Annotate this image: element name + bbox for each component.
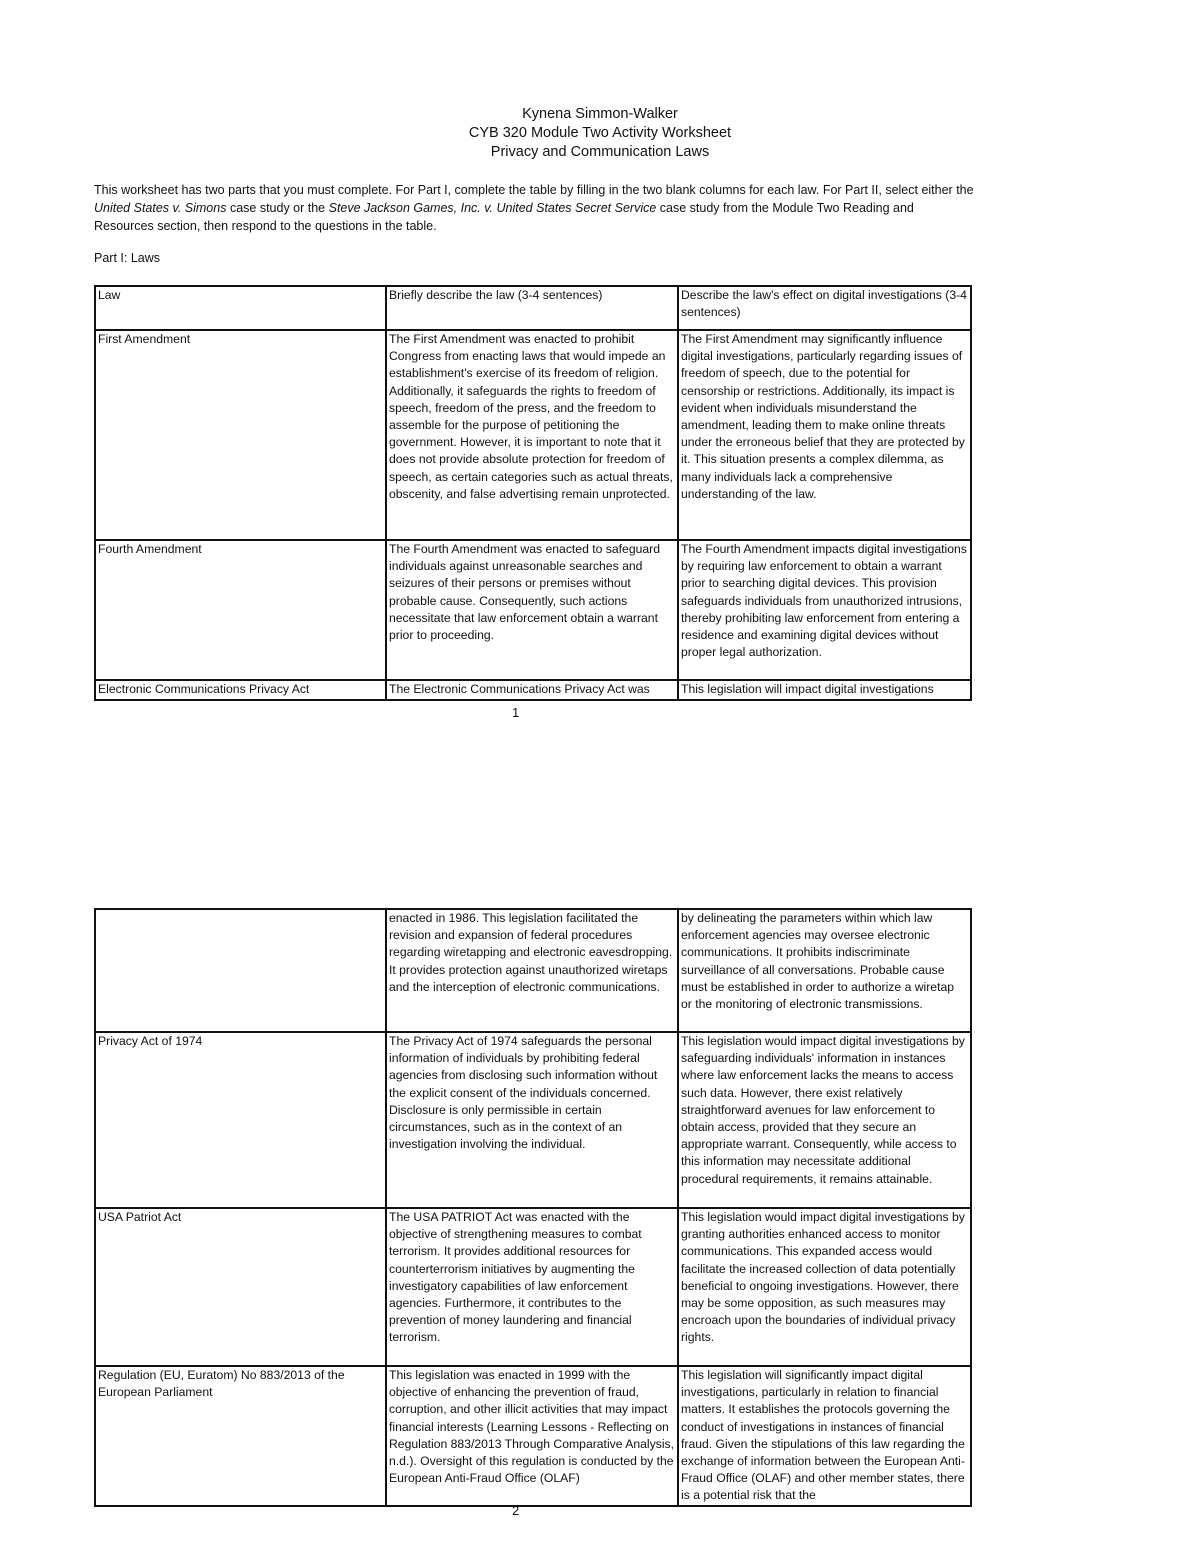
law-description: The First Amendment was enacted to prohibit Congress from enacting laws that would impede an establishment's exercise of its freedom of religion. Additionally, it safeguards the rights to freedom of speech, freedom of the press, and the freedom to assemble for the purpose of petitioning the government. However, it is important to note that it does not provide absolute protection for freedom of speech, as certain categories such as actual threats, obscenity, and false advertising remain unprotected. [386,330,678,540]
instructions-text: This worksheet has two parts that you must complete. For Part I, complete the table by filling in the two blank columns for each law. For Part II, select either the [94,183,974,197]
law-effect: The Fourth Amendment impacts digital investigations by requiring law enforcement to obtain a warrant prior to searching digital devices. This provision safeguards individuals from unauthorized intrusions, thereby prohibiting law enforcement from entering a residence and examining digital devices without proper legal authorization. [678,540,971,680]
law-effect: This legislation will significantly impact digital investigations, particularly in relation to financial matters. It establishes the protocols governing the conduct of investigations in instances of financial fraud. Given the stipulations of this law regarding the exchange of information between the European Anti-Fraud Office (OLAF) and other member states, there is a potential risk that the [678,1366,971,1506]
table-row [95,1208,971,1366]
table-header-row [95,286,971,330]
course-title: CYB 320 Module Two Activity Worksheet [468,125,732,141]
header-law: Law [95,286,386,330]
author-name: Kynena Simmon-Walker [522,106,678,122]
law-name: Fourth Amendment [95,540,386,680]
law-name [95,680,386,700]
table-row [95,909,971,1032]
law-description: The Fourth Amendment was enacted to safeguard individuals against unreasonable searches and seizures of their persons or premises without probable cause. Consequently, such actions necessitate that law enforcement obtain a warrant prior to proceeding. [386,540,678,680]
law-name-empty [95,909,386,1032]
laws-table-page-1 [94,285,972,701]
document-header [0,105,1200,162]
header-describe: Briefly describe the law (3-4 sentences) [386,286,678,330]
law-effect: This legislation would impact digital investigations by granting authorities enhanced access to monitor communications. This expanded access would facilitate the increased collection of data potentially beneficial to ongoing investigations. However, there may be some opposition, as such measures may encroach upon the boundaries of individual privacy rights. [678,1208,971,1366]
law-name: First Amendment [95,330,386,540]
table-row [95,1032,971,1208]
table-row [95,330,971,540]
law-effect: This legislation would impact digital investigations by safeguarding individuals' information in instances where law enforcement lacks the means to access such data. However, there exist relatively straightforward avenues for law enforcement to obtain access, provided that they secure an appropriate warrant. Consequently, while access to this information may necessitate additional procedural requirements, it remains attainable. [678,1032,971,1208]
law-description: The USA PATRIOT Act was enacted with the objective of strengthening measures to combat terrorism. It provides additional resources for counterterrorism initiatives by augmenting the investigatory capabilities of law enforcement agencies. Furthermore, it contributes to the prevention of money laundering and financial terrorism. [386,1208,678,1366]
law-description: This legislation was enacted in 1999 with the objective of enhancing the prevention of fraud, corruption, and other illicit activities that may impact financial interests (Learning Lessons - Reflecting on Regulation 883/2013 Through Comparative Analysis, n.d.). Oversight of this regulation is conducted by the European Anti-Fraud Office (OLAF) [386,1366,678,1506]
law-name: Regulation (EU, Euratom) No 883/2013 of the European Parliament [95,1366,386,1506]
law-description: enacted in 1986. This legislation facilitated the revision and expansion of federal procedures regarding wiretapping and electronic eavesdropping. It provides protection against unauthorized wiretaps and the interception of electronic communications. [386,909,678,1032]
law-effect: The First Amendment may significantly influence digital investigations, particularly regarding issues of freedom of speech, due to the potential for censorship or restrictions. Additionally, its impact is evident when individuals misunderstand the amendment, leading them to make online threats under the erroneous belief that they are protected by it. This situation presents a complex dilemma, as many individuals lack a comprehensive understanding of the law. [678,330,971,540]
page-number: 1 [512,705,520,720]
law-description: The Privacy Act of 1974 safeguards the personal information of individuals by prohibiting federal agencies from disclosing such information without the explicit consent of the individuals concerned. Disclosure is only permissible in certain circumstances, such as in the context of an investigation involving the individual. [386,1032,678,1208]
law-effect-text: This legislation will impact digital investigations [681,682,934,696]
table-row [95,540,971,680]
part-label: Part I: Laws [94,251,160,265]
table-row [95,680,971,700]
instructions-text: case study from the Module Two Reading and Resources section, then respond to the questions in the table. [94,201,914,233]
laws-table-page-2 [94,908,972,1507]
law-effect: by delineating the parameters within which law enforcement agencies may oversee electronic communications. It prohibits indiscriminate surveillance of all conversations. Probable cause must be established in order to authorize a wiretap or the monitoring of electronic transmissions. [678,909,971,1032]
case-title-steve-jackson: Steve Jackson Games, Inc. v. United States Secret Service [328,201,657,215]
worksheet-subject: Privacy and Communication Laws [490,144,710,160]
law-description-text: The Electronic Communications Privacy Act was [389,682,650,696]
page-number: 2 [512,1503,520,1518]
instructions-paragraph [94,181,974,235]
case-title-simons: United States v. Simons [94,201,227,215]
law-effect [678,680,971,700]
instructions-text: case study or the [226,201,329,215]
law-name: USA Patriot Act [95,1208,386,1366]
header-effect: Describe the law's effect on digital investigations (3-4 sentences) [678,286,971,330]
table-row [95,1366,971,1506]
law-name-text: Electronic Communications Privacy Act [98,682,310,696]
law-description [386,680,678,700]
law-name: Privacy Act of 1974 [95,1032,386,1208]
